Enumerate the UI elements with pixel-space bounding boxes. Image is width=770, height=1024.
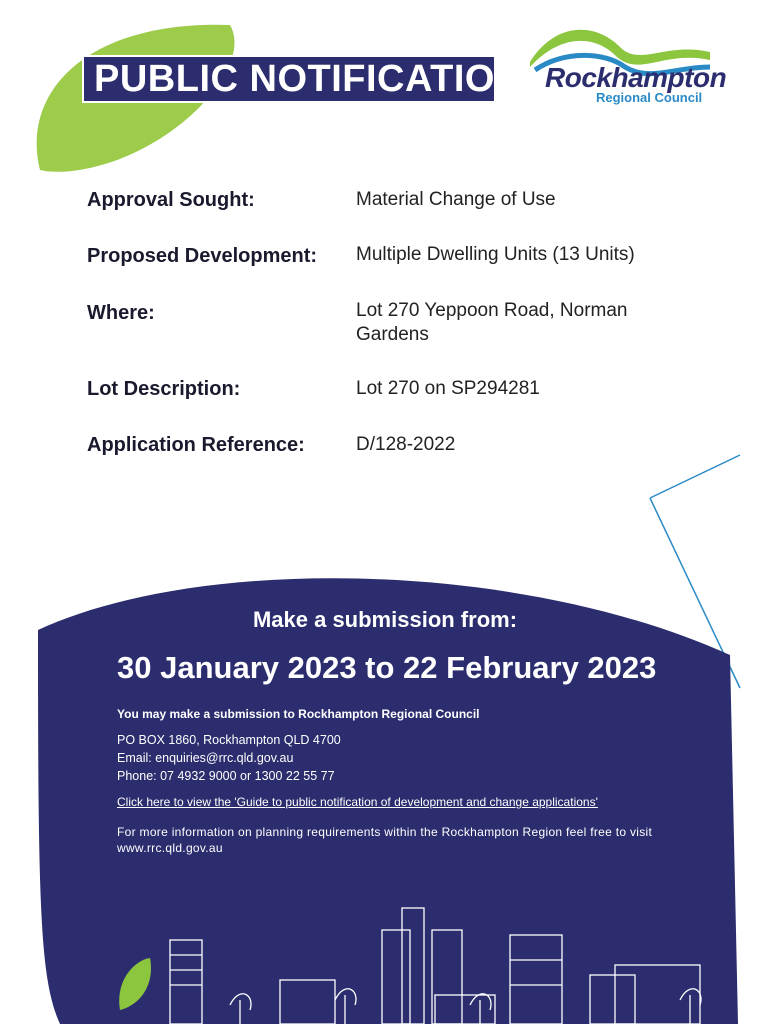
page-title: PUBLIC NOTIFICATION bbox=[82, 55, 496, 103]
logo-name: Rockhampton bbox=[545, 62, 727, 93]
bottom-leaf-decoration bbox=[45, 950, 165, 1024]
approval-sought-label: Approval Sought: bbox=[87, 189, 255, 211]
email-address: Email: enquiries@rrc.qld.gov.au bbox=[117, 751, 294, 765]
lot-description-value: Lot 270 on SP294281 bbox=[356, 378, 540, 399]
proposed-development-label: Proposed Development: bbox=[87, 245, 318, 267]
submission-heading: Make a submission from: bbox=[252, 607, 518, 632]
more-info-text: For more information on planning requirements within the Rockhampton Region feel free to visit www.rrc.qld.gov.au bbox=[117, 825, 653, 855]
postal-address: PO BOX 1860, Rockhampton QLD 4700 bbox=[117, 733, 341, 747]
application-reference-label: Application Reference: bbox=[87, 434, 305, 456]
submission-date-range: 30 January 2023 to 22 February 2023 bbox=[117, 650, 657, 685]
guide-link[interactable]: Click here to view the 'Guide to public notification of development and change applications' bbox=[117, 795, 598, 809]
logo-subtitle: Regional Council bbox=[596, 90, 703, 105]
where-value: Lot 270 Yeppoon Road, Norman Gardens bbox=[356, 300, 628, 345]
application-reference-value: D/128-2022 bbox=[356, 434, 456, 455]
submission-intro: You may make a submission to Rockhampton Regional Council bbox=[117, 707, 480, 721]
lot-description-label: Lot Description: bbox=[87, 378, 241, 400]
approval-sought-value: Material Change of Use bbox=[356, 189, 556, 210]
proposed-development-value: Multiple Dwelling Units (13 Units) bbox=[356, 244, 635, 265]
where-label: Where: bbox=[87, 302, 155, 324]
phone-number: Phone: 07 4932 9000 or 1300 22 55 77 bbox=[117, 769, 335, 783]
city-skyline-illustration bbox=[150, 900, 750, 1024]
